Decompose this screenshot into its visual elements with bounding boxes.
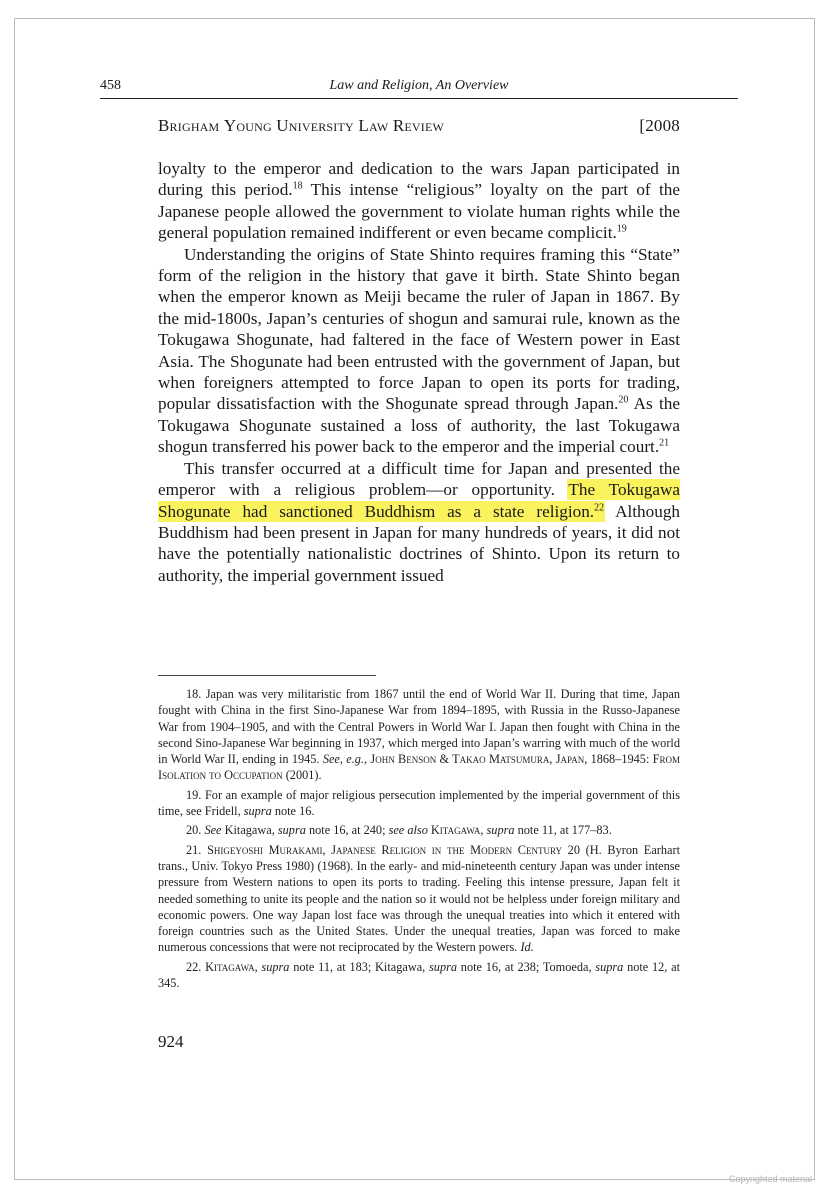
footnote-ref-20[interactable]: 20 xyxy=(618,394,629,406)
fn-signal: see also xyxy=(388,823,428,838)
journal-name-part: Y xyxy=(223,116,237,135)
journal-name-part: R xyxy=(392,116,405,135)
footnote-21 xyxy=(158,842,680,956)
fn-text: 20 (H. Byron Earhart trans., Univ. Tokyo Press 1980) (1968). In the early- and mid-nineteenth century Japan was under intense pressure from Western nations to open its ports to trading. Feeling this intense pressure, Japan felt it needed something to unite its people and the nation so it would not be helpless under foreign military and economic powers. One way Japan lost face was through the unequal treaties into which it entered with foreign countries such as the United States. Under the unequal treaties, Japan was forced to make numerous concessions that were not reciprocated by the Western powers. xyxy=(158,842,680,955)
fn-text: note 12, at 345. xyxy=(158,959,681,991)
running-head xyxy=(100,78,738,98)
paragraph-3 xyxy=(158,458,680,586)
journal-header xyxy=(158,116,680,140)
fn-citation: Kitagawa xyxy=(205,959,255,974)
journal-name-part: aw xyxy=(368,116,393,135)
journal-name-part: righam xyxy=(169,116,224,135)
text-run: loyalty to the emperor and dedication to the wars Japan participated in during this period. xyxy=(158,159,680,200)
highlighted-text: The Tokugawa Shogunate had sanctioned Buddhism as a state religion. xyxy=(158,480,681,521)
fn-text: 22. xyxy=(186,959,206,974)
fn-citation: Kitagawa xyxy=(430,823,481,838)
fn-citation: John Benson & Takao Matsumura, Japan, 1868–1945: From Isolation to Occupation xyxy=(158,752,681,783)
fn-citation: Shigeyoshi Murakami, Japanese Religion in the Modern Century xyxy=(207,842,562,857)
paragraph-1 xyxy=(158,158,680,244)
body-text xyxy=(158,158,680,586)
fn-signal: supra xyxy=(277,823,306,838)
fn-signal: supra xyxy=(243,804,272,819)
fn-text: Kitagawa, xyxy=(221,823,278,838)
footnote-ref-18[interactable]: 18 xyxy=(292,180,303,192)
text-run: Understanding the origins of State Shinto requires framing this “State” form of the religion in the history that gave it birth. State Shinto began when the emperor known as Meiji became the ruler of Japan in 1867. By the mid-1800s, Japan’s centuries of shogun and samurai rule, known as the Tokugawa Shogunate, had faltered in the face of Western power in East Asia. The Shogunate had been entrusted with the government of Japan, but when foreigners attempted to force Japan to open its ports for trading, popular dissatisfaction with the Shogunate spread through Japan. xyxy=(158,244,680,414)
fn-text: note 11, at 177–83. xyxy=(514,823,612,838)
fn-text: , xyxy=(364,752,371,767)
running-head-rule xyxy=(100,98,738,99)
fn-text: (2001). xyxy=(282,768,322,783)
footnote-18 xyxy=(158,686,680,784)
fn-text: 20. xyxy=(186,823,205,838)
footnotes xyxy=(158,686,680,994)
footnote-rule xyxy=(158,675,376,676)
fn-text: note 16, at 240; xyxy=(305,823,389,838)
footnote-ref-21[interactable]: 21 xyxy=(659,437,670,449)
fn-text: 19. For an example of major religious persecution implemented by the imperial government of this time, see Fridell, xyxy=(158,787,680,819)
text-run: Although Buddhism had been present in Japan for many hundreds of years, it did not have the potentially nationalistic doctrines of Shinto. Upon its return to authority, the imperial government issued xyxy=(158,501,681,585)
footnote-ref-22[interactable]: 22 xyxy=(594,501,605,513)
text-run: As the Tokugawa Shogunate sustained a loss of authority, the last Tokugawa shogun transferred his power back to the emperor and the imperial court. xyxy=(158,394,680,457)
fn-signal: supra xyxy=(595,959,624,974)
fn-signal: See, e.g. xyxy=(322,752,365,767)
fn-text: , xyxy=(254,959,262,974)
fn-signal: See xyxy=(204,823,222,838)
fn-signal: supra xyxy=(429,959,458,974)
journal-name-part: niversity xyxy=(288,116,359,135)
running-head-title: Law and Religion, An Overview xyxy=(329,78,509,93)
fn-text: note 11, at 183; Kitagawa, xyxy=(289,959,430,974)
paragraph-2 xyxy=(158,244,680,458)
text-run: This intense “religious” loyalty on the part of the Japanese people allowed the government to violate human rights while the general population remained indifferent or even became complicit. xyxy=(158,180,680,243)
footnote-20 xyxy=(158,822,680,838)
fn-text: note 16, at 238; Tomoeda, xyxy=(457,959,596,974)
fn-text: , xyxy=(480,823,487,838)
fn-signal: supra xyxy=(261,959,290,974)
footnote-ref-19[interactable]: 19 xyxy=(616,223,627,235)
page-footer-number: 924 xyxy=(158,1032,184,1051)
journal-name-part: eview xyxy=(404,116,445,135)
fn-signal: Id. xyxy=(520,940,534,955)
journal-name xyxy=(158,116,444,136)
running-head-page-number: 458 xyxy=(100,78,121,93)
text-run: This transfer occurred at a difficult time for Japan and presented the emperor with a religious problem—or opportunity. xyxy=(158,458,680,500)
copyright-watermark: Copyrighted material xyxy=(728,1174,812,1184)
journal-name-part: U xyxy=(276,116,289,135)
footnote-22 xyxy=(158,959,680,992)
journal-year: [2008 xyxy=(639,116,680,135)
journal-name-part: B xyxy=(158,116,170,135)
footnote-19 xyxy=(158,787,680,820)
fn-text: note 16. xyxy=(271,804,315,819)
fn-text: 21. xyxy=(186,842,208,857)
fn-signal: supra xyxy=(486,823,515,838)
journal-name-part: L xyxy=(358,116,369,135)
journal-name-part: oung xyxy=(236,116,277,135)
fn-text: 18. Japan was very militaristic from 1867 until the end of World War II. During that time, Japan fought with China in the first Sino-Japanese War from 1894–1895, with Russia in the Russo-Japanese War from 1904–1905, and with the Central Powers in World War I. Japan then fought with China in the second Sino-Japanese War beginning in 1937, which merged into Japan’s warring with much of the world in World War II, ending in 1945. xyxy=(158,687,680,767)
